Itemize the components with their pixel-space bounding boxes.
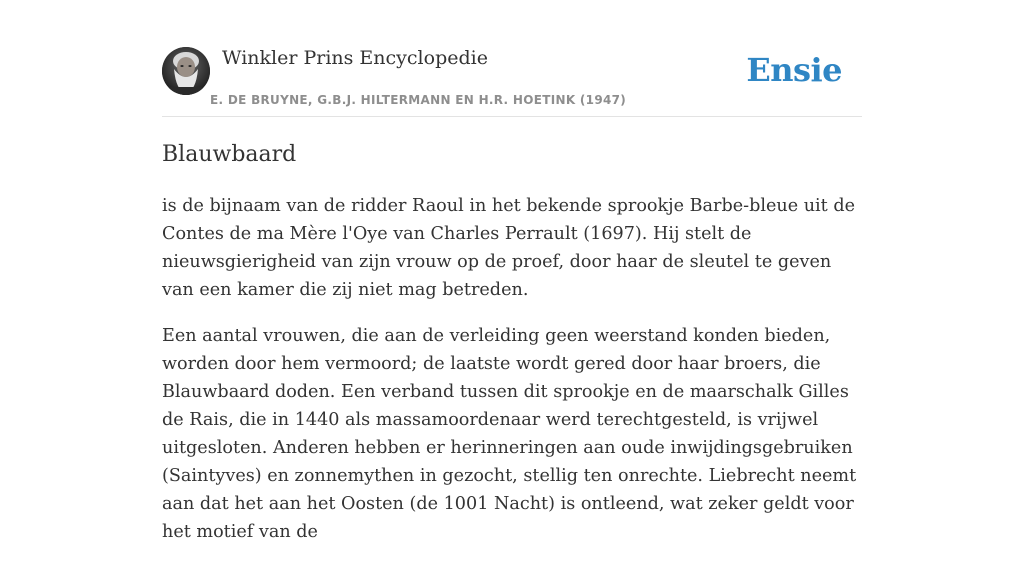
author-avatar[interactable] bbox=[162, 47, 210, 95]
article-paragraph: Een aantal vrouwen, die aan de verleiding geen weerstand konden bieden, worden door hem vermoord; de laatste wordt gered door haar broers, die Blauwbaard doden. Een verband tussen dit sprookje en de maarschalk Gilles de Rais, die in 1440 als massamoordenaar werd terechtgesteld, is vrijwel uitgesloten. Anderen hebben er herinneringen aan oude inwijdingsgebruiken (Saintyves) en zonnemythen in gezocht, stellig ten onrechte. Liebrecht neemt aan dat het aan het Oosten (de 1001 Nacht) is ontleend, wat zeker geldt voor het motief van de bbox=[162, 326, 857, 542]
author-portrait-icon bbox=[162, 47, 210, 95]
source-header bbox=[162, 0, 862, 117]
page-container bbox=[162, 0, 862, 542]
source-authors: E. DE BRUYNE, G.B.J. HILTERMANN EN H.R. HOETINK (1947) bbox=[210, 93, 627, 107]
article-paragraph: is de bijnaam van de ridder Raoul in het bekende sprookje Barbe-bleue uit de Contes de ma Mère l'Oye van Charles Perrault (1697). Hij stelt de nieuwsgierigheid van zijn vrouw op de proef, door haar de sleutel te geven van een kamer die zij niet mag betreden. bbox=[162, 196, 856, 300]
source-title[interactable]: Winkler Prins Encyclopedie bbox=[222, 47, 488, 69]
ensie-logo[interactable]: Ensie bbox=[746, 51, 842, 89]
article-body bbox=[162, 192, 862, 564]
article-title: Blauwbaard bbox=[162, 142, 297, 167]
